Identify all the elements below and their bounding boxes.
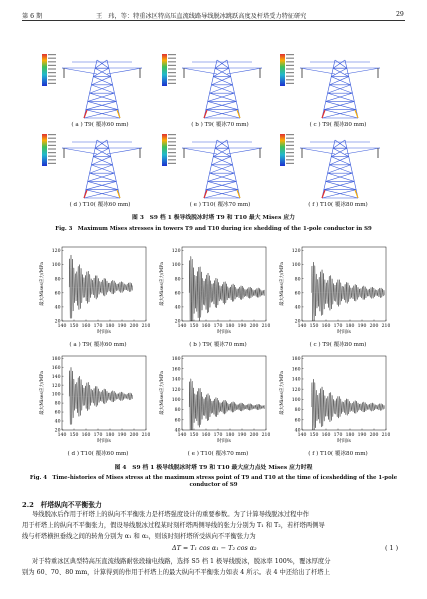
x-tick-label: 210: [261, 324, 270, 329]
x-tick-label: 190: [237, 433, 247, 438]
legend-tick: [286, 76, 294, 77]
x-tick-label: 180: [225, 324, 235, 329]
x-tick-label: 200: [249, 433, 259, 438]
x-tick-label: 180: [105, 433, 115, 438]
x-tick-label: 150: [189, 433, 199, 438]
y-tick-label: 140: [51, 374, 61, 380]
y-tick-label: 120: [51, 383, 61, 389]
x-tick-label: 210: [381, 324, 390, 329]
legend-tick: [48, 72, 56, 73]
stress-legend-bar: [42, 54, 47, 86]
y-tick-label: 160: [171, 367, 181, 373]
x-tick-label: 200: [369, 433, 379, 438]
y-tick-label: 160: [291, 367, 301, 373]
paragraph-1-line-2: 用于杆塔上的纵向不平衡张力，假设导线脱冰过程某时刻杆塔两侧导线的张力分别为 T₁ 和 T₂，若杆塔两侧导: [22, 522, 325, 529]
transmission-tower: [62, 60, 142, 118]
legend-tick: [168, 138, 176, 139]
legend-tick: [286, 156, 294, 157]
transmission-tower: [300, 60, 380, 118]
legend-tick: [286, 141, 294, 142]
x-tick-label: 150: [69, 433, 79, 438]
x-axis-label: 时间/s: [217, 439, 231, 444]
stress-time-history-chart: [38, 243, 150, 343]
stress-time-history-chart: [158, 243, 270, 343]
x-axis-label: 时间/s: [217, 330, 231, 335]
legend-tick: [48, 61, 56, 62]
legend-tick: [168, 134, 176, 135]
x-tick-label: 170: [333, 324, 343, 329]
section-heading: 2.2 杆塔纵向不平衡张力: [22, 501, 102, 509]
journal-issue: 第 6 期: [22, 13, 43, 20]
y-axis-label: 最大Mises应力/MPa: [280, 371, 285, 415]
legend-tick: [48, 156, 56, 157]
legend-tick: [168, 58, 176, 59]
mises-stress-series: [189, 256, 264, 321]
y-tick-label: 100: [171, 263, 181, 269]
tower-panel-label: ( b ) T9( 覆冰70 mm): [191, 122, 249, 128]
y-tick-label: 140: [291, 377, 301, 383]
equation-1: ΔT = T₁ cos α₁ − T₂ cos α₂: [172, 544, 257, 552]
legend-tick: [286, 148, 294, 149]
legend-tick: [48, 148, 56, 149]
x-tick-label: 210: [141, 433, 150, 438]
mises-stress-series: [312, 262, 385, 321]
x-tick-label: 140: [177, 324, 187, 329]
x-axis-label: 时间/s: [97, 330, 111, 335]
tower-stress-panel: [160, 130, 272, 200]
y-tick-label: 40: [294, 428, 301, 434]
chart-panel-label: ( c ) T9( 覆冰80 mm): [309, 342, 367, 348]
x-axis-label: 时间/s: [337, 439, 351, 444]
legend-tick: [48, 54, 56, 55]
legend-tick: [168, 145, 176, 146]
chart-panel-label: ( d ) T10( 覆冰60 mm): [67, 451, 129, 457]
y-tick-label: 120: [171, 387, 181, 393]
x-tick-label: 170: [93, 324, 103, 329]
x-tick-label: 140: [297, 433, 307, 438]
y-axis-label: 最大Mises应力/MPa: [160, 262, 165, 306]
x-tick-label: 160: [201, 433, 211, 438]
legend-tick: [48, 141, 56, 142]
stress-time-history-chart: [38, 352, 150, 452]
page-number: 29: [396, 11, 404, 18]
x-tick-label: 170: [213, 324, 223, 329]
y-tick-label: 80: [54, 401, 61, 407]
x-tick-label: 150: [189, 324, 199, 329]
mises-stress-series: [69, 255, 133, 318]
mises-stress-series: [189, 379, 264, 430]
y-tick-label: 180: [291, 357, 301, 363]
x-tick-label: 190: [357, 433, 367, 438]
chart-panel-label: ( e ) T10( 覆冰70 mm): [187, 451, 249, 457]
y-tick-label: 180: [171, 357, 181, 363]
legend-tick: [168, 159, 176, 160]
paragraph-2-line-2: 别为 60、70、80 mm，计算得到的作用于杆塔上的最大纵向不平衡张力如表 4 所示。表 4 中还给出了杆塔上: [22, 569, 330, 576]
x-tick-label: 200: [129, 433, 139, 438]
y-tick-label: 20: [54, 319, 61, 325]
x-tick-label: 160: [81, 433, 91, 438]
x-tick-label: 210: [381, 433, 390, 438]
stress-time-history-chart: [158, 352, 270, 452]
x-tick-label: 180: [105, 324, 115, 329]
y-tick-label: 40: [174, 428, 181, 434]
y-tick-label: 20: [54, 428, 61, 434]
y-tick-label: 100: [291, 263, 301, 269]
legend-tick: [48, 152, 56, 153]
legend-tick: [48, 79, 56, 80]
tower-panel-label: ( e ) T10( 覆冰70 mm): [189, 202, 251, 208]
y-tick-label: 100: [51, 263, 61, 269]
figure-3-caption-en: Fig. 3 Maximum Mises stresses in towers T9 and T10 during ice shedding of the 1-pole conductor in S9: [55, 226, 372, 232]
x-tick-label: 150: [309, 324, 319, 329]
legend-tick: [286, 58, 294, 59]
y-tick-label: 120: [291, 249, 301, 255]
paragraph-1-line-1: 导线脱冰后作用于杆塔上的纵向不平衡张力是杆塔强度设计的重要参数。为了计算导线脱冰过程中作: [32, 511, 310, 518]
y-tick-label: 20: [294, 319, 301, 325]
y-tick-label: 40: [54, 305, 61, 311]
legend-tick: [286, 79, 294, 80]
y-axis-label: 最大Mises应力/MPa: [160, 371, 165, 415]
legend-tick: [168, 54, 176, 55]
tower-stress-panel: [40, 130, 152, 200]
header-rule: [22, 20, 405, 21]
y-tick-label: 60: [294, 418, 301, 424]
x-tick-label: 180: [225, 433, 235, 438]
y-axis-label: 最大Mises应力/MPa: [40, 262, 45, 306]
plot-frame: [182, 356, 266, 430]
legend-tick: [168, 148, 176, 149]
mises-stress-series: [312, 379, 385, 430]
legend-tick: [48, 58, 56, 59]
figure-4-caption-en-line1: Fig. 4 Time-histories of Mises stress at the maximum stress point of T9 and T10 at the time of iceshedding of the 1-pole: [29, 475, 398, 481]
x-tick-label: 160: [81, 324, 91, 329]
y-axis-label: 最大Mises应力/MPa: [40, 371, 45, 415]
legend-tick: [168, 141, 176, 142]
chart-panel-label: ( b ) T9( 覆冰70 mm): [189, 342, 247, 348]
legend-tick: [286, 159, 294, 160]
legend-tick: [168, 163, 176, 164]
x-tick-label: 160: [201, 324, 211, 329]
x-tick-label: 170: [213, 433, 223, 438]
x-tick-label: 210: [261, 433, 270, 438]
transmission-tower: [182, 60, 262, 118]
x-tick-label: 170: [333, 433, 343, 438]
legend-tick: [168, 83, 176, 84]
legend-tick: [48, 138, 56, 139]
legend-tick: [286, 145, 294, 146]
stress-time-history-chart: [278, 352, 390, 452]
x-tick-label: 150: [69, 324, 79, 329]
legend-tick: [168, 65, 176, 66]
y-tick-label: 60: [54, 291, 61, 297]
legend-tick: [286, 138, 294, 139]
chart-panel-label: ( f ) T10( 覆冰80 mm): [308, 451, 368, 457]
y-tick-label: 60: [294, 291, 301, 297]
stress-legend-bar: [162, 134, 167, 166]
legend-tick: [286, 65, 294, 66]
y-tick-label: 120: [171, 249, 181, 255]
x-tick-label: 170: [93, 433, 103, 438]
legend-tick: [286, 163, 294, 164]
legend-tick: [168, 79, 176, 80]
x-tick-label: 210: [141, 324, 150, 329]
y-tick-label: 80: [54, 277, 61, 283]
x-tick-label: 180: [345, 433, 355, 438]
x-tick-label: 140: [297, 324, 307, 329]
y-tick-label: 100: [291, 397, 301, 403]
x-tick-label: 200: [129, 324, 139, 329]
paragraph-2-line-1: 对于特重冰区典型特高压直流线路耐张段输电线路，选择 S5 档 1 极导线脱冰，脱冰率 100%，覆冰厚度分: [32, 558, 331, 565]
tower-panel-label: ( a ) T9( 覆冰60 mm): [71, 122, 129, 128]
stress-legend-bar: [162, 54, 167, 86]
legend-tick: [168, 76, 176, 77]
legend-tick: [286, 83, 294, 84]
figure-3-caption-cn: 图 3 S9 档 1 极导线脱冰时塔 T9 和 T10 最大 Mises 应力: [132, 215, 295, 221]
figure-4-caption-cn: 图 4 S9 档 1 极导线脱冰时塔 T9 和 T10 最大应力点处 Mises 应力时程: [114, 465, 313, 471]
legend-tick: [48, 159, 56, 160]
x-tick-label: 190: [357, 324, 367, 329]
y-tick-label: 80: [174, 277, 181, 283]
legend-tick: [48, 145, 56, 146]
figure-4-caption-en-line2: conductor of S9: [189, 482, 238, 488]
x-tick-label: 140: [177, 433, 187, 438]
legend-tick: [48, 76, 56, 77]
legend-tick: [286, 54, 294, 55]
tower-stress-panel: [160, 50, 272, 120]
legend-tick: [168, 61, 176, 62]
legend-tick: [168, 72, 176, 73]
legend-tick: [168, 152, 176, 153]
y-axis-label: 最大Mises应力/MPa: [280, 262, 285, 306]
y-tick-label: 80: [174, 408, 181, 414]
y-tick-label: 140: [171, 377, 181, 383]
stress-time-history-chart: [278, 243, 390, 343]
equation-1-number: ( 1 ): [385, 544, 399, 552]
y-tick-label: 80: [294, 408, 301, 414]
y-tick-label: 120: [51, 249, 61, 255]
x-tick-label: 190: [117, 433, 127, 438]
tower-panel-label: ( d ) T10( 覆冰60 mm): [69, 202, 131, 208]
legend-tick: [286, 61, 294, 62]
legend-tick: [168, 68, 176, 69]
y-tick-label: 180: [51, 356, 61, 362]
x-tick-label: 180: [345, 324, 355, 329]
y-tick-label: 40: [54, 419, 61, 425]
legend-tick: [48, 68, 56, 69]
tower-panel-label: ( f ) T10( 覆冰80 mm): [308, 202, 368, 208]
y-tick-label: 100: [171, 397, 181, 403]
legend-tick: [48, 163, 56, 164]
y-tick-label: 160: [51, 365, 61, 371]
chart-panel-label: ( a ) T9( 覆冰60 mm): [69, 342, 127, 348]
x-tick-label: 140: [57, 324, 67, 329]
y-tick-label: 120: [291, 387, 301, 393]
y-tick-label: 100: [51, 392, 61, 398]
y-tick-label: 60: [174, 291, 181, 297]
legend-tick: [168, 156, 176, 157]
y-tick-label: 80: [294, 277, 301, 283]
x-tick-label: 160: [321, 324, 331, 329]
legend-tick: [286, 152, 294, 153]
y-tick-label: 60: [174, 418, 181, 424]
legend-tick: [286, 134, 294, 135]
y-tick-label: 20: [174, 319, 181, 325]
x-axis-label: 时间/s: [97, 439, 111, 444]
x-tick-label: 150: [309, 433, 319, 438]
legend-tick: [286, 68, 294, 69]
y-tick-label: 60: [54, 410, 61, 416]
tower-stress-panel: [278, 130, 390, 200]
x-tick-label: 200: [249, 324, 259, 329]
transmission-tower: [62, 140, 142, 198]
running-title: 王 玮，等：特重冰区特高压直流线路导线脱冰跳跃高度及杆塔受力特征研究: [96, 13, 307, 20]
legend-tick: [48, 83, 56, 84]
tower-stress-panel: [278, 50, 390, 120]
stress-legend-bar: [280, 54, 285, 86]
mises-stress-series: [69, 367, 133, 424]
x-axis-label: 时间/s: [337, 330, 351, 335]
stress-legend-bar: [42, 134, 47, 166]
x-tick-label: 200: [369, 324, 379, 329]
x-tick-label: 140: [57, 433, 67, 438]
x-tick-label: 190: [117, 324, 127, 329]
paragraph-1-line-3: 线与杆塔横担垂线之间的转角分别为 α₁ 和 α₂，则该时刻杆塔所受纵向不平衡张力为: [22, 533, 256, 540]
tower-panel-label: ( c ) T9( 覆冰80 mm): [309, 122, 367, 128]
x-tick-label: 190: [237, 324, 247, 329]
stress-legend-bar: [280, 134, 285, 166]
transmission-tower: [300, 140, 380, 198]
legend-tick: [48, 134, 56, 135]
legend-tick: [286, 72, 294, 73]
y-tick-label: 40: [294, 305, 301, 311]
tower-stress-panel: [40, 50, 152, 120]
legend-tick: [48, 65, 56, 66]
transmission-tower: [182, 140, 262, 198]
y-tick-label: 40: [174, 305, 181, 311]
x-tick-label: 160: [321, 433, 331, 438]
